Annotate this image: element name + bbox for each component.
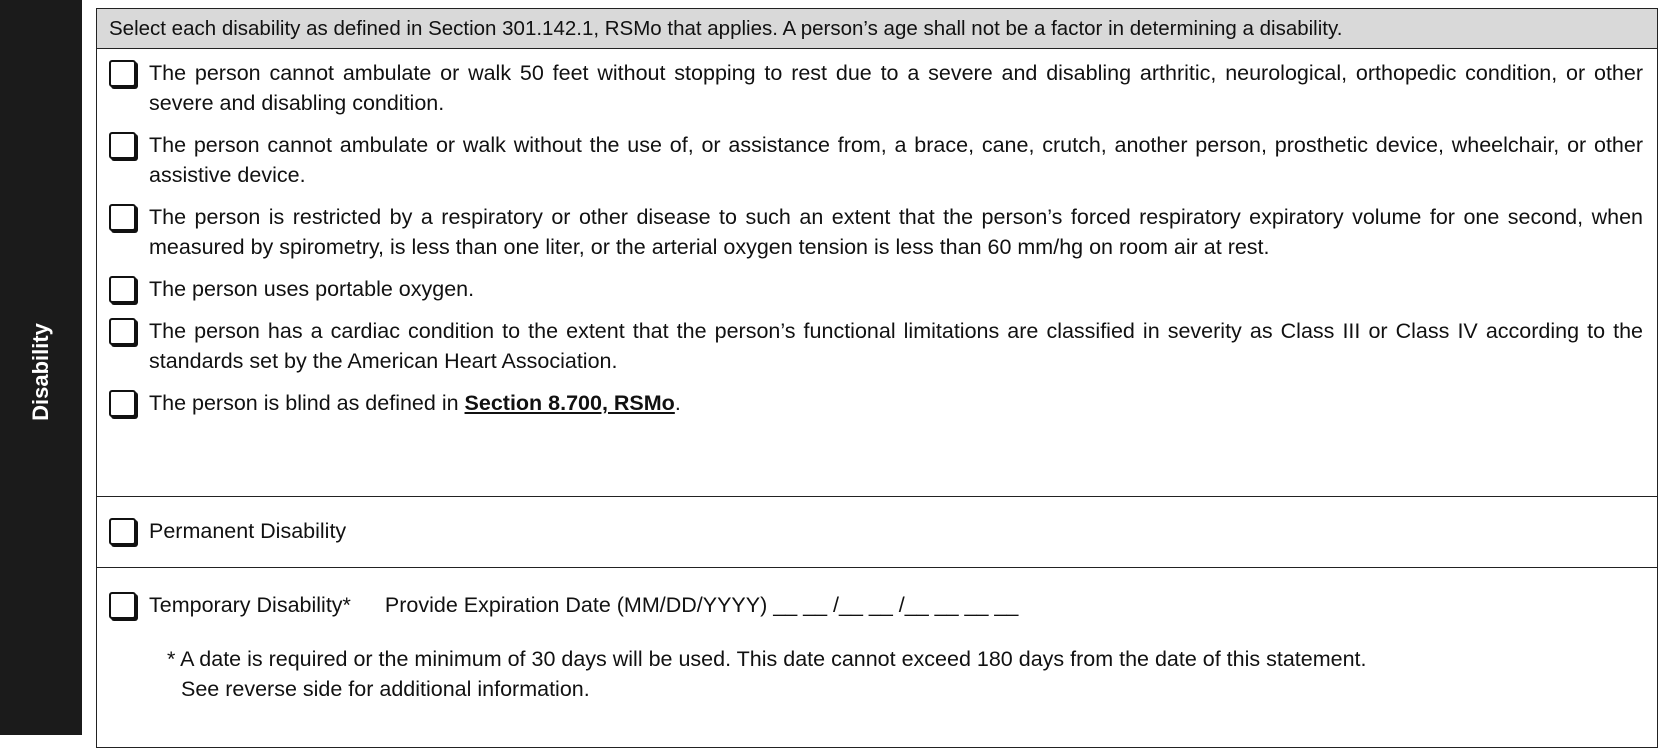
condition-text: The person has a cardiac condition to the extent that the person’s functional limitations are classified in severity as Class III or Class IV according to the standards set by the American Heart Association. xyxy=(149,319,1643,373)
condition-text: The person uses portable oxygen. xyxy=(149,277,475,301)
condition-checkbox[interactable] xyxy=(109,390,136,417)
condition-item-assistive-device xyxy=(109,130,1643,190)
condition-checkbox[interactable] xyxy=(109,132,136,159)
expiration-date-field[interactable]: Provide Expiration Date (MM/DD/YYYY) __ __ /__ __ /__ __ __ __ xyxy=(384,593,1019,617)
condition-item-cardiac xyxy=(109,316,1643,376)
condition-checkbox[interactable] xyxy=(109,276,136,303)
condition-text: The person is restricted by a respiratory or other disease to such an extent that the person’s forced respiratory expiratory volume for one second, when measured by spirometry, is less than one liter, or the arterial oxygen tension is less than 60 mm/hg on room air at rest. xyxy=(149,205,1643,259)
footnote-line: * A date is required or the minimum of 30 days will be used. This date cannot exceed 180 days from the date of this statement. xyxy=(167,647,1367,671)
condition-text: The person cannot ambulate or walk without the use of, or assistance from, a brace, cane, crutch, another person, prosthetic device, wheelchair, or other assistive device. xyxy=(149,133,1643,187)
temporary-disability-checkbox[interactable] xyxy=(109,592,136,619)
side-bar xyxy=(0,0,82,735)
disability-form xyxy=(96,8,1658,748)
condition-text: The person cannot ambulate or walk 50 feet without stopping to rest due to a severe and disabling arthritic, neurological, orthopedic condition, or other severe and disabling condition. xyxy=(149,61,1643,115)
condition-item-portable-oxygen xyxy=(109,274,1643,304)
footnote-line: See reverse side for additional information. xyxy=(181,677,590,701)
condition-item-walk-50-feet xyxy=(109,58,1643,118)
permanent-disability-label: Permanent Disability xyxy=(149,519,347,543)
footnote xyxy=(167,644,1657,704)
permanent-disability-row xyxy=(97,497,1657,567)
temporary-disability-label: Temporary Disability* xyxy=(149,593,351,617)
instructions-header: Select each disability as defined in Section 301.142.1, RSMo that applies. A person’s age shall not be a factor in determining a disability. xyxy=(97,9,1657,49)
temporary-disability-row xyxy=(97,568,1657,620)
condition-list xyxy=(97,49,1657,496)
blind-suffix: . xyxy=(674,391,681,415)
condition-checkbox[interactable] xyxy=(109,318,136,345)
condition-item-blind xyxy=(109,388,1643,418)
blind-prefix: The person is blind as defined in xyxy=(149,391,465,415)
condition-checkbox[interactable] xyxy=(109,60,136,87)
condition-text xyxy=(149,388,1643,418)
condition-checkbox[interactable] xyxy=(109,204,136,231)
permanent-disability-checkbox[interactable] xyxy=(109,518,136,545)
section-link[interactable]: Section 8.700, RSMo xyxy=(464,391,675,415)
condition-item-respiratory xyxy=(109,202,1643,262)
section-label: Disability xyxy=(28,323,53,421)
